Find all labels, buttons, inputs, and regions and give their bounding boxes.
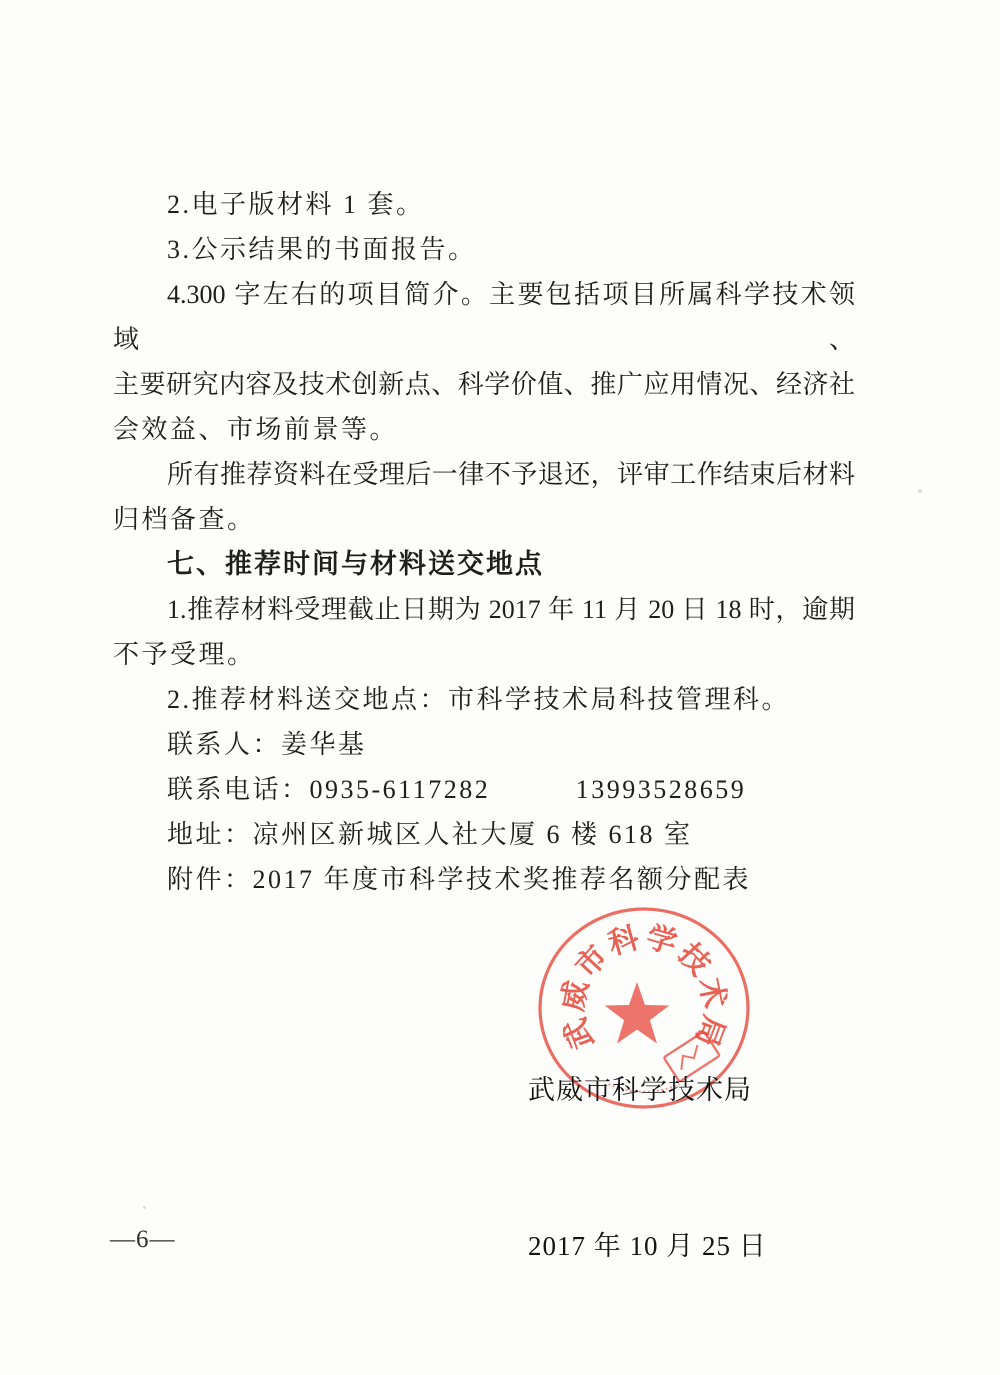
document-line: 2.推荐材料送交地点：市科学技术局科技管理科。 (167, 685, 791, 714)
contact-phone-line: 联系电话：0935-6117282 13993528659 (167, 775, 747, 804)
signature-block (528, 960, 767, 1375)
signature-date: 2017 年 10 月 25 日 (528, 1231, 767, 1261)
address-line: 地址：凉州区新城区人社大厦 6 楼 618 室 (167, 820, 693, 849)
document-body (113, 182, 855, 902)
contact-person-line: 联系人：姜华基 (167, 730, 367, 759)
document-line: 4.300 字左右的项目简介。主要包括项目所属科学技术领域、 (113, 280, 855, 354)
document-line: 会效益、市场前景等。 (113, 415, 399, 444)
page-number: —6— (110, 1226, 176, 1253)
document-line: 所有推荐资料在受理后一律不予退还，评审工作结束后材料 (167, 460, 855, 489)
attachment-line: 附件：2017 年度市科学技术奖推荐名额分配表 (167, 865, 752, 894)
seal-arc-text: 武威市科学技术局 (556, 920, 732, 1054)
document-line: 3.公示结果的书面报告。 (167, 235, 477, 264)
scan-speck (918, 489, 922, 493)
section-heading: 七、推荐时间与材料送交地点 (167, 549, 544, 579)
document-line: 1.推荐材料受理截止日期为 2017 年 11 月 20 日 18 时，逾期 (167, 595, 855, 624)
scan-speck (143, 1206, 146, 1209)
document-line: 主要研究内容及技术创新点、科学价值、推广应用情况、经济社 (113, 370, 855, 399)
document-line: 归档备查。 (113, 505, 256, 534)
signature-org: 武威市科学技术局 (528, 1075, 752, 1105)
document-line: 2.电子版材料 1 套。 (167, 190, 425, 219)
document-line: 不予受理。 (113, 640, 256, 669)
